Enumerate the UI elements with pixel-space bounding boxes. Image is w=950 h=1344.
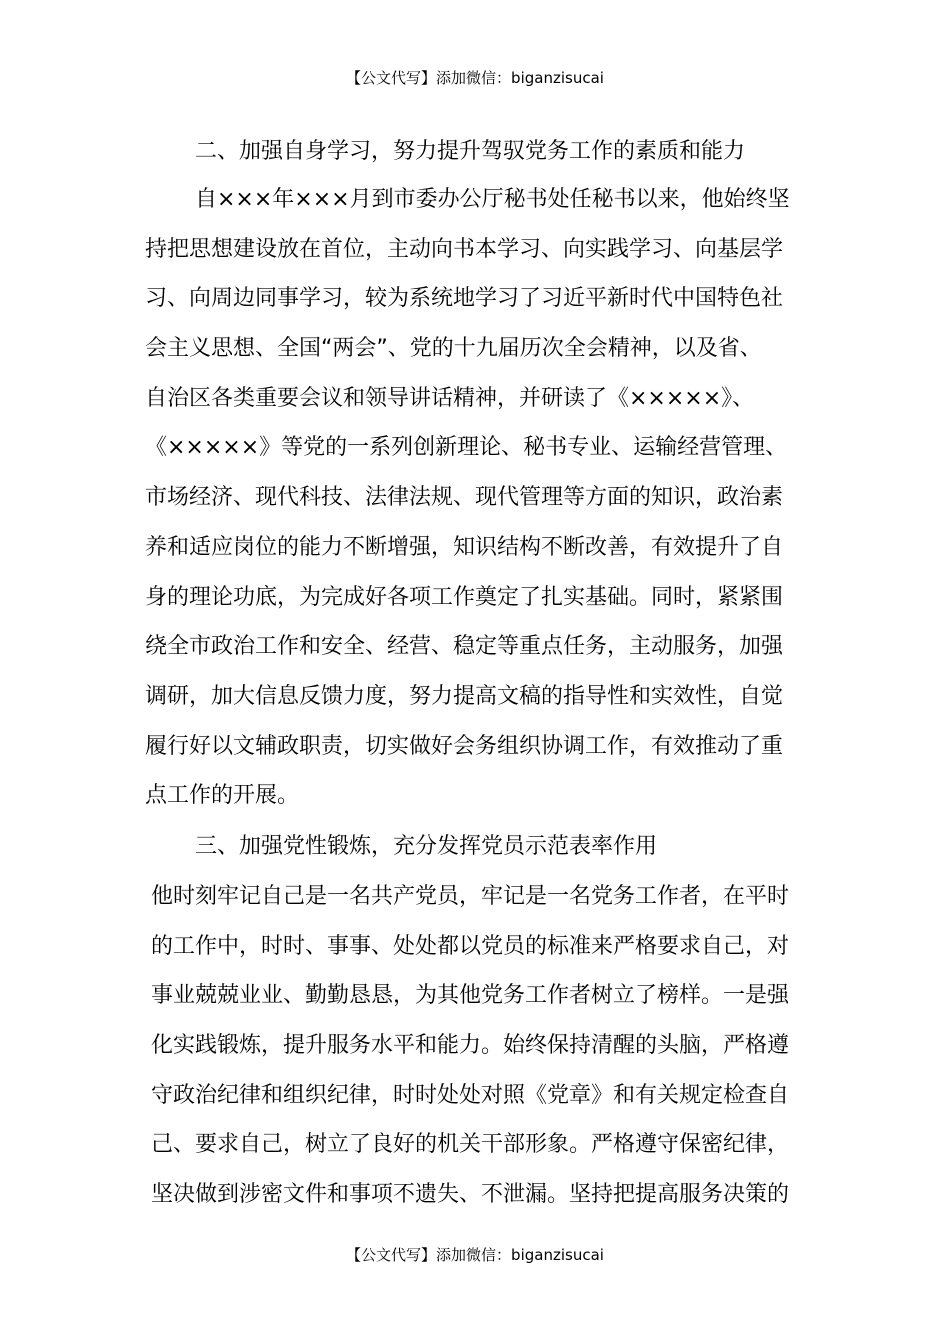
section-2-body — [145, 175, 805, 821]
paragraph-line: 点工作的开展。 — [145, 783, 300, 809]
paragraph-line: 履行好以文辅政职责，切实做好会务组织协调工作，有效推动了重 — [145, 733, 784, 759]
paragraph-line: 自×××年×××月到市委办公厅秘书处任秘书以来，他始终坚 — [195, 187, 790, 212]
paragraph-line: 《×××××》等党的一系列创新理论、秘书专业、运输经营管理、 — [145, 435, 788, 461]
paragraph-line: 事业兢兢业业、勤勤恳恳，为其他党务工作者树立了榜样。一是强 — [151, 983, 790, 1009]
section-3-body — [151, 872, 805, 1220]
paragraph-line: 守政治纪律和组织纪律，时时处处对照《党章》和有关规定检查自 — [151, 1082, 790, 1108]
paragraph-line: 持把思想建设放在首位，主动向书本学习、向实践学习、向基层学 — [145, 236, 784, 262]
paragraph-line: 的工作中，时时、事事、处处都以党员的标准来严格要求自己，对 — [151, 933, 790, 959]
paragraph-line: 市场经济、现代科技、法律法规、现代管理等方面的知识，政治素 — [145, 485, 784, 511]
section-3-heading: 三、加强党性锻炼，充分发挥党员示范表率作用 — [195, 834, 658, 859]
paragraph-line: 他时刻牢记自己是一名共产党员，牢记是一名党务工作者，在平时 — [151, 884, 790, 909]
paragraph-line: 自治区各类重要会议和领导讲话精神，并研读了《×××××》、 — [145, 385, 755, 411]
paragraph-line: 调研，加大信息反馈力度，努力提高文稿的指导性和实效性，自觉 — [145, 683, 784, 709]
paragraph-line: 养和适应岗位的能力不断增强，知识结构不断改善，有效提升了自 — [145, 534, 784, 560]
section-2-heading: 二、加强自身学习，努力提升驾驭党务工作的素质和能力 — [195, 139, 746, 164]
paragraph-line: 会主义思想、全国“两会”、党的十九届历次全会精神，以及省、 — [145, 336, 762, 362]
paragraph-line: 坚决做到涉密文件和事项不遗失、不泄漏。坚持把提高服务决策的 — [151, 1182, 790, 1208]
paragraph-line: 化实践锻炼，提升服务水平和能力。始终保持清醒的头脑，严格遵 — [151, 1033, 790, 1059]
paragraph-line: 己、要求自己，树立了良好的机关干部形象。严格遵守保密纪律， — [151, 1132, 790, 1158]
paragraph-line: 身的理论功底，为完成好各项工作奠定了扎实基础。同时，紧紧围 — [145, 584, 784, 610]
paragraph-line: 绕全市政治工作和安全、经营、稳定等重点任务，主动服务，加强 — [145, 634, 784, 660]
page-footer-watermark: 【公文代写】添加微信：biganzisucai — [346, 1246, 604, 1264]
page-header-watermark: 【公文代写】添加微信：biganzisucai — [346, 69, 604, 87]
paragraph-line: 习、向周边同事学习，较为系统地学习了习近平新时代中国特色社 — [145, 286, 784, 312]
